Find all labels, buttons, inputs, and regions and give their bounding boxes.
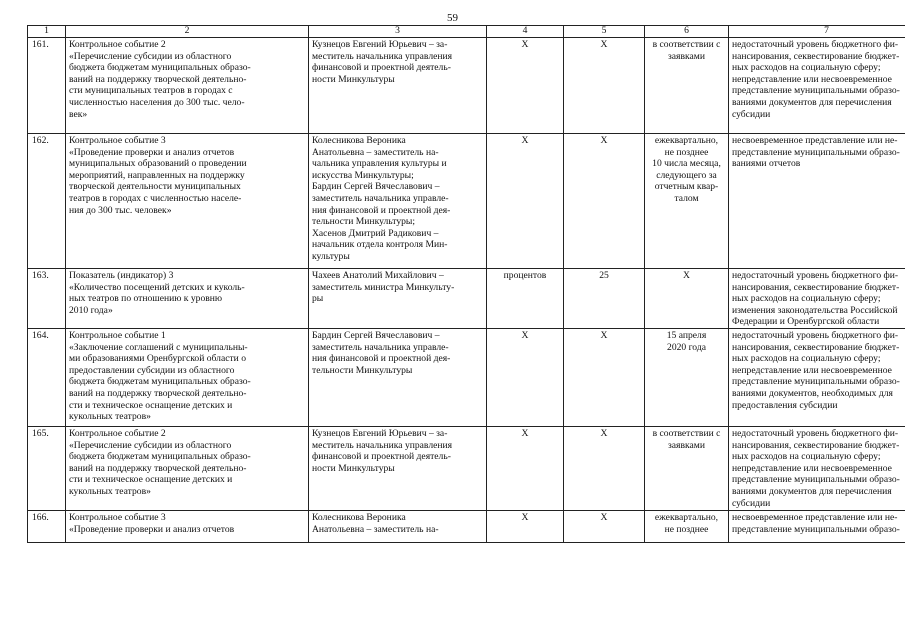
risk-description-cell (729, 134, 905, 269)
risk-description-cell (729, 427, 905, 511)
risk-description-cell (729, 329, 905, 427)
cell-text-line: кукольных театров» (69, 411, 151, 423)
cell-text-line: Кузнецов Евгений Юрьевич – за- (312, 428, 448, 439)
cell-text-line: недостаточный уровень бюджетного фи- (732, 330, 899, 341)
cell-text-line: изменения законодательства Российской (732, 304, 898, 316)
page-number: 59 (447, 12, 458, 24)
cell-text-line: ных расходов на социальную сферу; (732, 353, 881, 365)
unit-cell: Х (487, 511, 564, 543)
table-row (28, 329, 905, 427)
table-row (28, 38, 905, 134)
cell-text-line: кукольных театров» (69, 485, 151, 497)
cell-text-line: ных театров по отношению к уровню (69, 293, 223, 305)
responsible-person-cell (309, 134, 487, 269)
value-cell: Х (564, 38, 645, 134)
deadline-cell (645, 511, 729, 543)
event-description-cell (66, 269, 309, 329)
cell-text-line: заместитель министра Минкульту- (312, 281, 455, 293)
cell-text-line: сти муниципальных театров в городах с (69, 85, 233, 97)
value-cell: Х (564, 329, 645, 427)
cell-text-line: культуры (312, 250, 350, 262)
cell-text-line: заместитель начальника управле- (312, 192, 449, 204)
cell-text-line: мероприятий, направленных на поддержку (69, 169, 245, 181)
cell-text-line: меститель начальника управления (312, 50, 453, 62)
cell-text-line: ных расходов на социальную сферу; (732, 62, 881, 74)
cell-text-line: Федерации и Оренбургской области (732, 316, 880, 328)
cell-text-line: нансирования, секвестирование бюджет- (732, 439, 900, 451)
cell-text-line: нансирования, секвестирование бюджет- (732, 281, 900, 293)
cell-text-line: ваниями отчетов (732, 158, 801, 170)
cell-text-line: отчетным квар- (654, 181, 719, 193)
cell-text-line: не позднее (664, 146, 709, 158)
event-description-cell (66, 134, 309, 269)
cell-text-line: тельности Минкультуры (312, 364, 413, 376)
risk-description-cell (729, 511, 905, 543)
row-number-cell: 162. (28, 134, 66, 269)
cell-text-line: недостаточный уровень бюджетного фи- (732, 428, 899, 439)
unit-cell: Х (487, 427, 564, 511)
column-header-1: 1 (28, 26, 66, 38)
cell-text-line: сти и техническое оснащение детских и (69, 474, 233, 486)
risk-description-cell (729, 269, 905, 329)
cell-text-line: бюджета бюджетам муниципальных образо- (69, 451, 251, 463)
cell-text-line: ния финансовой и проектной дея- (312, 204, 451, 216)
cell-text-line: 15 апреля (666, 330, 707, 341)
row-number-cell: 161. (28, 38, 66, 134)
cell-text-line: ных расходов на социальную сферу; (732, 293, 881, 305)
cell-text-line: нансирования, секвестирование бюджет- (732, 50, 900, 62)
cell-text-line: в соответствии с (652, 39, 721, 50)
cell-text-line: финансовой и проектной деятель- (312, 62, 451, 74)
cell-text-line: «Количество посещений детских и куколь- (69, 281, 245, 293)
row-number-cell: 165. (28, 427, 66, 511)
cell-text-line: Анатольевна – заместитель на- (312, 146, 439, 158)
cell-text-line: ваниями документов для перечисления (732, 96, 892, 108)
cell-text-line: ния до 300 тыс. человек» (69, 204, 172, 216)
cell-text-line: Колесникова Вероника (312, 512, 406, 523)
cell-text-line: ежеквартально, (654, 135, 719, 146)
cell-text-line: предоставления субсидии (732, 399, 838, 411)
cell-text-line: Кузнецов Евгений Юрьевич – за- (312, 39, 448, 50)
cell-text-line: недостаточный уровень бюджетного фи- (732, 39, 899, 50)
cell-text-line: ваний на поддержку творческой деятельно- (69, 387, 247, 399)
cell-text-line: муниципальных образований о проведении (69, 158, 247, 170)
cell-text-line: Хасенов Дмитрий Радикович – (312, 227, 439, 239)
unit-cell: Х (487, 134, 564, 269)
deadline-cell (645, 427, 729, 511)
cell-text-line: Контрольное событие 2 (69, 39, 166, 50)
cell-text-line: искусства Минкультуры; (312, 169, 414, 181)
cell-text-line: Анатольевна – заместитель на- (312, 523, 439, 535)
cell-text-line: сти и техническое оснащение детских и (69, 399, 233, 411)
cell-text-line: «Заключение соглашений с муниципальны- (69, 341, 248, 353)
responsible-person-cell (309, 269, 487, 329)
cell-text-line: век» (69, 108, 88, 120)
event-description-cell (66, 511, 309, 543)
cell-text-line: субсидии (732, 497, 771, 509)
cell-text-line: ности Минкультуры (312, 462, 395, 474)
cell-text-line: не позднее (664, 523, 709, 535)
cell-text-line: предоставлении субсидии из областного (69, 364, 235, 376)
cell-text-line: численностью населения до 300 тыс. чело- (69, 96, 245, 108)
value-cell: Х (564, 427, 645, 511)
unit-cell: Х (487, 38, 564, 134)
column-header-5: 5 (564, 26, 645, 38)
cell-text-line: 2020 года (667, 341, 706, 353)
cell-text-line: Контрольное событие 1 (69, 330, 166, 341)
cell-text-line: талом (674, 192, 699, 204)
event-description-cell (66, 329, 309, 427)
event-description-cell (66, 38, 309, 134)
cell-text-line: «Перечисление субсидии из областного (69, 439, 232, 451)
cell-text-line: 10 числа месяца, (652, 158, 721, 170)
cell-text-line: ваний на поддержку творческой деятельно- (69, 73, 247, 85)
row-number-cell: 166. (28, 511, 66, 543)
cell-text-line: представление муниципальными образо- (732, 376, 900, 388)
column-header-7: 7 (729, 26, 905, 38)
cell-text-line: Бардин Сергей Вячеславович – (312, 181, 440, 193)
cell-text-line: ваниями документов, необходимых для (732, 387, 893, 399)
deadline-cell (645, 134, 729, 269)
cell-text-line: следующего за (656, 169, 717, 181)
cell-text-line: непредставление или несвоевременное (732, 462, 892, 474)
cell-text-line: ми образованиями Оренбургской области о (69, 353, 247, 365)
value-cell: Х (564, 511, 645, 543)
cell-text-line: несвоевременное представление или не- (732, 135, 898, 146)
cell-text-line: несвоевременное представление или не- (732, 512, 898, 523)
column-header-4: 4 (487, 26, 564, 38)
cell-text-line: финансовой и проектной деятель- (312, 451, 451, 463)
cell-text-line: театров в городах с численностью населе- (69, 192, 242, 204)
unit-cell: процентов (487, 269, 564, 329)
cell-text-line: нансирования, секвестирование бюджет- (732, 341, 900, 353)
cell-text-line: 2010 года» (69, 304, 113, 316)
cell-text-line: Колесникова Вероника (312, 135, 406, 146)
responsible-person-cell (309, 511, 487, 543)
cell-text-line: чальника управления культуры и (312, 158, 447, 170)
cell-text-line: начальник отдела контроля Мин- (312, 239, 448, 251)
cell-text-line: недостаточный уровень бюджетного фи- (732, 270, 899, 281)
event-description-cell (66, 427, 309, 511)
cell-text-line: ных расходов на социальную сферу; (732, 451, 881, 463)
cell-text-line: бюджета бюджетам муниципальных образо- (69, 62, 251, 74)
responsible-person-cell (309, 427, 487, 511)
cell-text-line: «Перечисление субсидии из областного (69, 50, 232, 62)
table-row (28, 134, 905, 269)
cell-text-line: Контрольное событие 3 (69, 135, 166, 146)
cell-text-line: представление муниципальными образо- (732, 146, 900, 158)
cell-text-line: представление муниципальными образо- (732, 523, 900, 535)
cell-text-line: представление муниципальными образо- (732, 474, 900, 486)
cell-text-line: меститель начальника управления (312, 439, 453, 451)
cell-text-line: Х (683, 270, 690, 281)
cell-text-line: заместитель начальника управле- (312, 341, 449, 353)
cell-text-line: Контрольное событие 3 (69, 512, 166, 523)
cell-text-line: «Проведение проверки и анализ отчетов (69, 146, 235, 158)
table-row (28, 427, 905, 511)
cell-text-line: бюджета бюджетам муниципальных образо- (69, 376, 251, 388)
responsible-person-cell (309, 38, 487, 134)
deadline-cell (645, 38, 729, 134)
cell-text-line: Контрольное событие 2 (69, 428, 166, 439)
table-row (28, 511, 905, 543)
deadline-cell (645, 269, 729, 329)
row-number-cell: 163. (28, 269, 66, 329)
cell-text-line: ваний на поддержку творческой деятельно- (69, 462, 247, 474)
cell-text-line: ности Минкультуры (312, 73, 395, 85)
cell-text-line: заявками (668, 50, 705, 62)
cell-text-line: ваниями документов для перечисления (732, 485, 892, 497)
responsible-person-cell (309, 329, 487, 427)
column-header-3: 3 (309, 26, 487, 38)
value-cell: Х (564, 134, 645, 269)
header-row (28, 26, 905, 38)
risk-description-cell (729, 38, 905, 134)
cell-text-line: творческой деятельности муниципальных (69, 181, 241, 193)
column-header-2: 2 (66, 26, 309, 38)
cell-text-line: в соответствии с (652, 428, 721, 439)
cell-text-line: Показатель (индикатор) 3 (69, 270, 174, 281)
row-number-cell: 164. (28, 329, 66, 427)
deadline-cell (645, 329, 729, 427)
value-cell: 25 (564, 269, 645, 329)
cell-text-line: субсидии (732, 108, 771, 120)
column-header-6: 6 (645, 26, 729, 38)
cell-text-line: ния финансовой и проектной дея- (312, 353, 451, 365)
cell-text-line: непредставление или несвоевременное (732, 364, 892, 376)
cell-text-line: заявками (668, 439, 705, 451)
cell-text-line: Бардин Сергей Вячеславович – (312, 330, 440, 341)
unit-cell: Х (487, 329, 564, 427)
plan-table (27, 25, 905, 543)
cell-text-line: «Проведение проверки и анализ отчетов (69, 523, 235, 535)
cell-text-line: тельности Минкультуры; (312, 216, 416, 228)
cell-text-line: непредставление или несвоевременное (732, 73, 892, 85)
cell-text-line: представление муниципальными образо- (732, 85, 900, 97)
table-row (28, 269, 905, 329)
cell-text-line: ры (312, 293, 324, 305)
cell-text-line: Чахеев Анатолий Михайлович – (312, 270, 444, 281)
cell-text-line: ежеквартально, (654, 512, 719, 523)
